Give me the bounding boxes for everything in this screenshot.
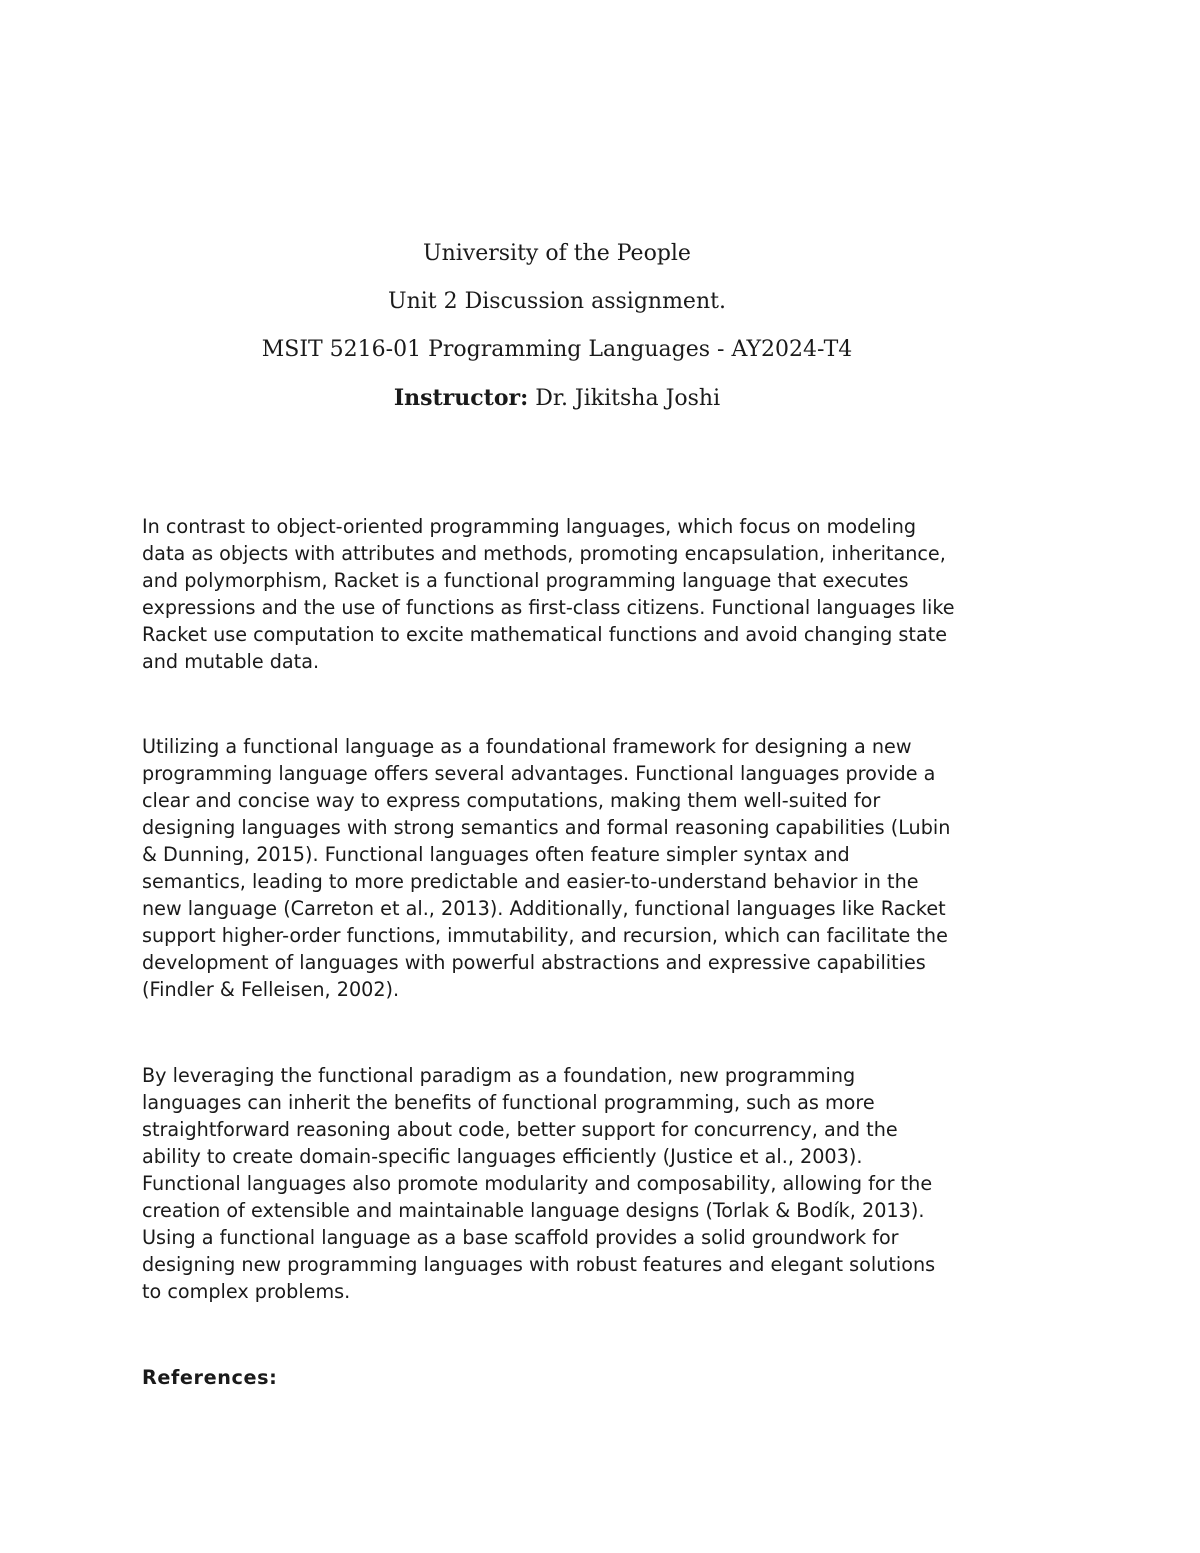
- references-heading: References:: [142, 1366, 278, 1389]
- assignment-title: Unit 2 Discussion assignment.: [388, 289, 726, 314]
- body-paragraph-2: Utilizing a functional language as a foundational framework for designing a new programming language offers several advantages. Functional languages provide a clear and concise way to express computations, making them well-suited for designing languages with strong semantics and formal reasoning capabilities (Lubin & Dunning, 2015). Functional languages often feature simpler syntax and semantics, leading to more predictable and easier-to-understand behavior in the new language (Carreton et al., 2013). Additionally, functional languages like Racket support higher-order functions, immutability, and recursion, which can facilitate the development of languages with powerful abstractions and expressive capabilities (Findler & Felleisen, 2002).: [142, 735, 951, 1001]
- title-block: [0, 236, 1114, 428]
- instructor-name: Dr. Jikitsha Joshi: [528, 386, 721, 411]
- body-paragraph-3: By leveraging the functional paradigm as a foundation, new programming languages can inherit the benefits of functional programming, such as more straightforward reasoning about code, better support for concurrency, and the ability to create domain-specific languages efficiently (Justice et al., 2003). Functional languages also promote modularity and composability, allowing for the creation of extensible and maintainable language designs (Torlak & Bodík, 2013). Using a functional language as a base scaffold provides a solid groundwork for designing new programming languages with robust features and elegant solutions to complex problems.: [142, 1064, 936, 1303]
- institution-title: University of the People: [423, 241, 691, 266]
- instructor-line: [0, 380, 1114, 428]
- instructor-label: Instructor:: [393, 385, 529, 411]
- course-title: MSIT 5216-01 Programming Languages - AY2024-T4: [261, 337, 853, 362]
- body-paragraph-1: In contrast to object-oriented programming languages, which focus on modeling data as objects with attributes and methods, promoting encapsulation, inheritance, and polymorphism, Racket is a functional programming language that executes expressions and the use of functions as first-class citizens. Functional languages like Racket use computation to excite mathematical functions and avoid changing state and mutable data.: [142, 515, 955, 673]
